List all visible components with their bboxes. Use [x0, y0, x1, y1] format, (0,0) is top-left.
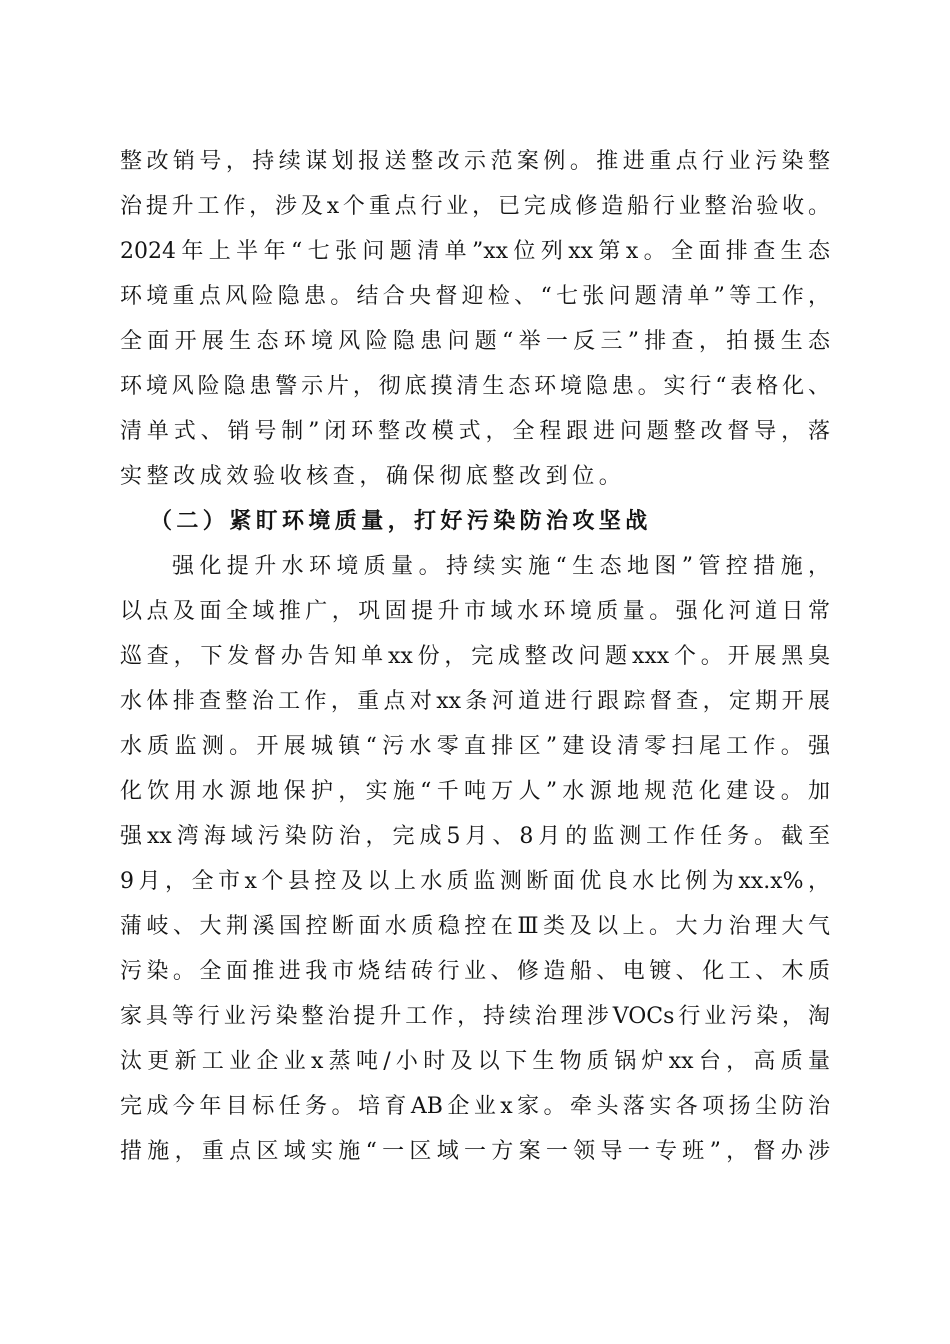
text-line: 环境重点风险隐患。结合央督迎检、“七张问题清单”等工作，	[120, 284, 830, 309]
text-line: 9月，全市x个县控及以上水质监测断面优良水比例为xx.x%，	[120, 869, 830, 894]
text-line: 家具等行业污染整治提升工作，持续治理涉VOCs行业污染，淘	[120, 1004, 830, 1029]
text-line: 完成今年目标任务。培育AB企业x家。牵头落实各项扬尘防治	[120, 1094, 830, 1119]
text-line: 水质监测。开展城镇“污水零直排区”建设清零扫尾工作。强	[120, 734, 830, 759]
text-line: 污染。全面推进我市烧结砖行业、修造船、电镀、化工、木质	[120, 959, 830, 984]
paragraph-environment-quality	[120, 544, 830, 1174]
text-line: 实整改成效验收核查，确保彻底整改到位。	[120, 464, 626, 489]
section-heading: （二）紧盯环境质量，打好污染防治攻坚战	[150, 508, 652, 534]
text-line: 整改销号，持续谋划报送整改示范案例。推进重点行业污染整	[120, 149, 830, 174]
text-line: 以点及面全域推广，巩固提升市域水环境质量。强化河道日常	[120, 599, 830, 624]
text-line: 汰更新工业企业x蒸吨/小时及以下生物质锅炉xx台，高质量	[120, 1049, 830, 1074]
text-line: 治提升工作，涉及x个重点行业，已完成修造船行业整治验收。	[120, 194, 830, 219]
document-page	[120, 139, 830, 1174]
text-line: 强xx湾海域污染防治，完成5月、8月的监测工作任务。截至	[120, 824, 830, 849]
paragraph-rectification	[120, 139, 830, 499]
text-line: 水体排查整治工作，重点对xx条河道进行跟踪督查，定期开展	[120, 689, 830, 714]
text-line: 清单式、销号制”闭环整改模式，全程跟进问题整改督导，落	[120, 419, 830, 444]
text-line: 巡查，下发督办告知单xx份，完成整改问题xxx个。开展黑臭	[120, 644, 830, 669]
text-line: 强化提升水环境质量。持续实施“生态地图”管控措施，	[172, 554, 830, 579]
text-line: 措施，重点区域实施“一区域一方案一领导一专班”，督办涉	[120, 1139, 830, 1164]
text-line: 2024年上半年“七张问题清单”xx位列xx第x。全面排查生态	[120, 239, 830, 264]
text-line: 环境风险隐患警示片，彻底摸清生态环境隐患。实行“表格化、	[120, 374, 830, 399]
text-line: 全面开展生态环境风险隐患问题“举一反三”排查，拍摄生态	[120, 329, 830, 354]
text-line: 化饮用水源地保护，实施“千吨万人”水源地规范化建设。加	[120, 779, 830, 804]
text-line: 蒲岐、大荆溪国控断面水质稳控在Ⅲ类及以上。大力治理大气	[120, 914, 830, 939]
